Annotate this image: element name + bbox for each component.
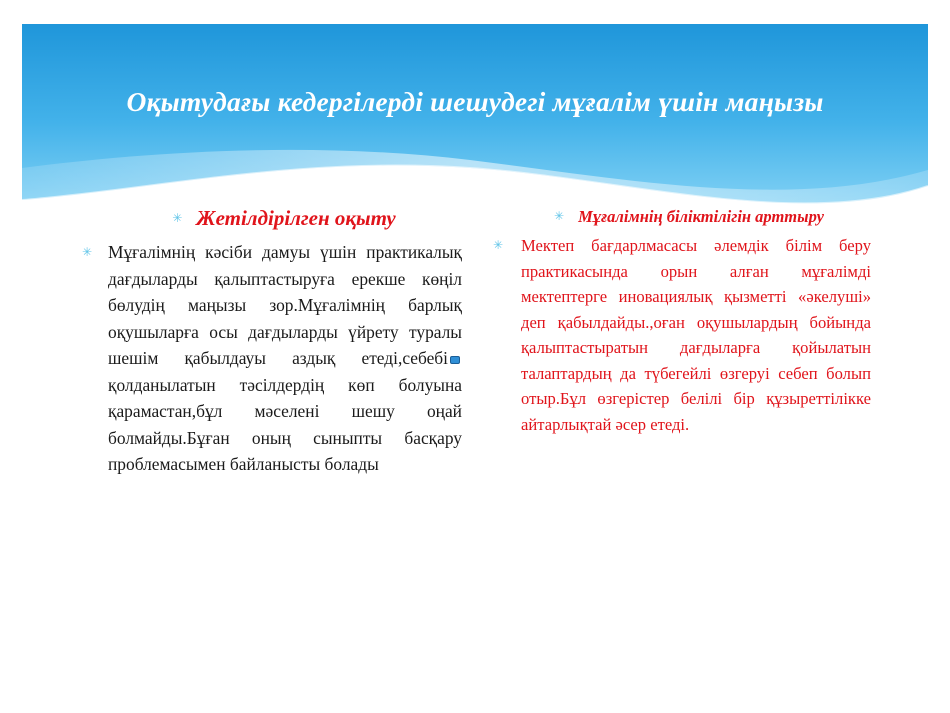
wave-background bbox=[0, 0, 950, 240]
left-paragraph-text-part1: Мұғалімнің кәсіби дамуы үшін практикалық дағдыларды қалыптастыруға ерекше көңіл бөлудің маңызы зор.Мұғалімнің барлық оқушыларға осы дағдыларды үйрету туралы шешім қабылдауы аздық етеді,себебі bbox=[108, 242, 462, 368]
left-heading-text: Жетілдірілген оқыту bbox=[196, 206, 396, 230]
text-cursor-handle-icon[interactable] bbox=[450, 356, 460, 364]
left-paragraph-text-part2: қолданылатын тәсілдердің көп болуына қарамастан,бұл мәселені шешу оңай болмайды.Бұған оның сыныпты басқару проблемасымен байланысты болады bbox=[108, 374, 462, 474]
right-paragraph-text: Мектеп бағдарлмасасы әлемдік білім беру практикасында орын алған мұғалімді мектептерге иновациялық қызметті «әкелуші» деп қабылдайды.,оған оқушылардың бойында қалыптастыратын дағдыларға қойылатын талаптардың да түбегейлі өзгеруі себеп болып отыр.Бұл өзгерістер белілі бір құзыреттілікке айтарлықтай әсер етеді. bbox=[521, 236, 871, 434]
title-banner bbox=[0, 0, 950, 240]
right-paragraph bbox=[493, 233, 871, 437]
asterisk-bullet-icon: ✳ bbox=[493, 238, 504, 252]
right-heading bbox=[493, 207, 871, 227]
asterisk-bullet-icon: ✳ bbox=[82, 245, 93, 259]
left-heading bbox=[82, 206, 462, 231]
asterisk-bullet-icon: ✳ bbox=[554, 209, 565, 224]
right-column bbox=[493, 206, 871, 437]
right-heading-text: Мұғалімнің біліктілігін арттыру bbox=[578, 207, 824, 226]
asterisk-bullet-icon: ✳ bbox=[172, 211, 183, 226]
left-column bbox=[82, 206, 462, 478]
left-paragraph bbox=[82, 239, 462, 478]
slide-title: Оқытудағы кедергілерді шешудегі мұғалім үшін маңызы bbox=[126, 86, 824, 117]
